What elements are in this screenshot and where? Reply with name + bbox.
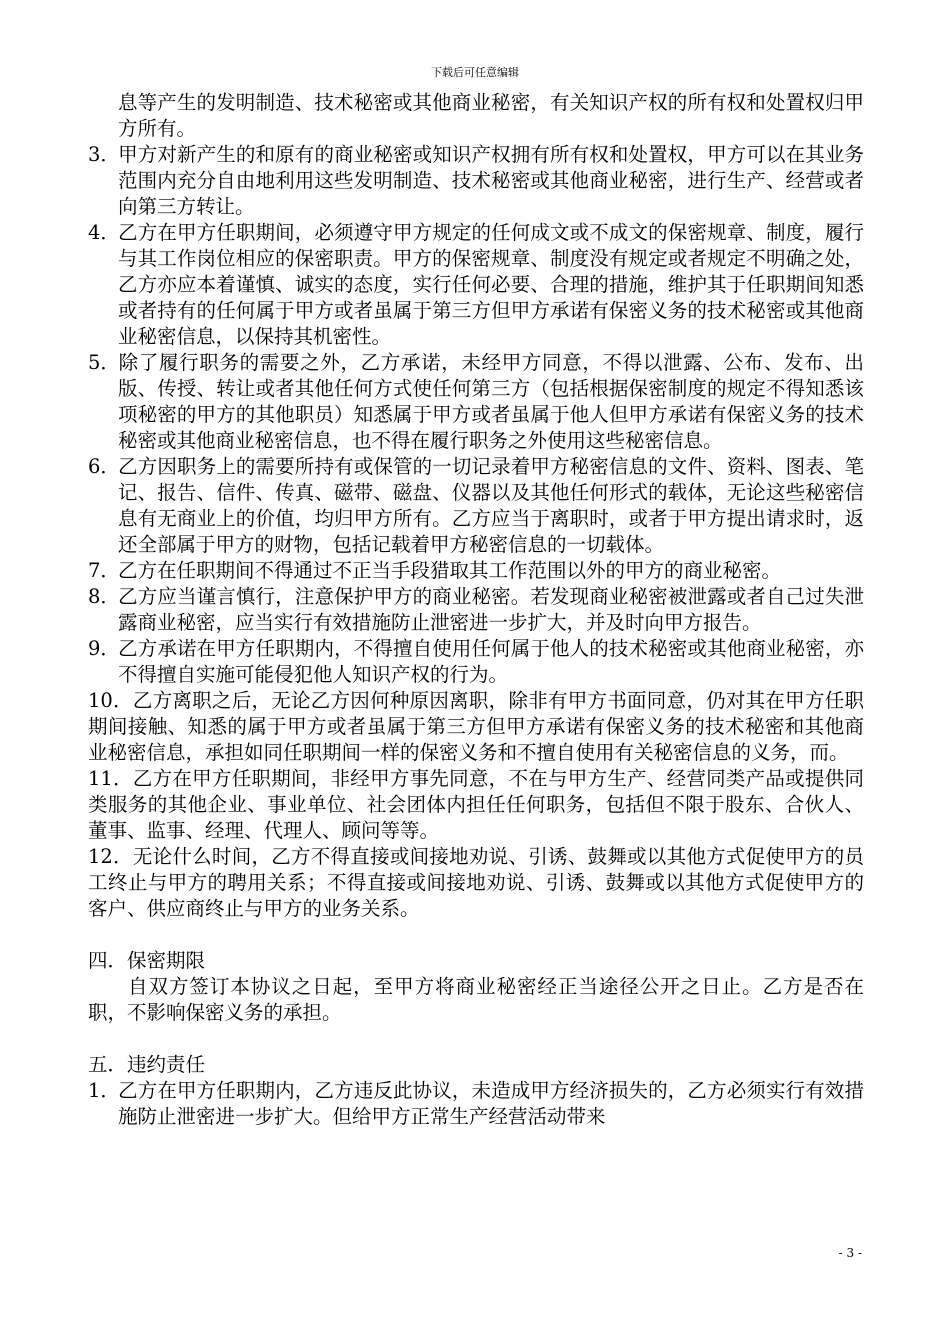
clause-number: 5．: [88, 351, 120, 374]
clause-number: 9．: [88, 637, 120, 660]
clause-number: 10．: [88, 689, 133, 712]
clause-number: 4．: [88, 221, 120, 244]
clause-item: [88, 636, 864, 688]
page-number: - 3 -: [838, 1246, 862, 1260]
clause-number: 6．: [88, 455, 120, 478]
clause-item: [88, 1078, 864, 1130]
clause-number: 3．: [88, 143, 120, 166]
clause-number: 8．: [88, 585, 120, 608]
clause-text: 乙方离职之后，无论乙方因何种原因离职，除非有甲方书面同意，仍对其在甲方任职期间接触、知悉的属于甲方或者虽属于第三方但甲方承诺有保密义务的技术秘密和其他商业秘密信息，承担如同任职期间一样的保密义务和不擅自使用有关秘密信息的义务，而。: [88, 689, 864, 764]
section-heading: 四．保密期限: [88, 949, 206, 972]
clause-item: [88, 558, 864, 584]
document-body: [88, 90, 864, 1130]
page-header: 下载后可任意编辑: [431, 66, 519, 79]
clause-list: [88, 142, 864, 922]
clause-text: 乙方承诺在甲方任职期内，不得擅自使用任何属于他人的技术秘密或其他商业秘密，亦不得擅自实施可能侵犯他人知识产权的行为。: [118, 637, 864, 686]
clause-item: [88, 220, 864, 350]
clause-item: [88, 584, 864, 636]
continued-paragraph: 息等产生的发明制造、技术秘密或其他商业秘密，有关知识产权的所有权和处置权归甲方所有。: [118, 91, 864, 140]
clause-text: 乙方因职务上的需要所持有或保管的一切记录着甲方秘密信息的文件、资料、图表、笔记、报告、信件、传真、磁带、磁盘、仪器以及其他任何形式的载体，无论这些秘密信息有无商业上的价值，均归甲方所有。乙方应当于离职时，或者于甲方提出请求时，返还全部属于甲方的财物，包括记载着甲方秘密信息的一切载体。: [118, 455, 864, 556]
clause-text: 无论什么时间，乙方不得直接或间接地劝说、引诱、鼓舞或以其他方式促使甲方的员工终止与甲方的聘用关系；不得直接或间接地劝说、引诱、鼓舞或以其他方式促使甲方的客户、供应商终止与甲方的业务关系。: [88, 845, 864, 920]
clause-text: 乙方应当谨言慎行，注意保护甲方的商业秘密。若发现商业秘密被泄露或者自己过失泄露商业秘密，应当实行有效措施防止泄密进一步扩大，并及时向甲方报告。: [118, 585, 864, 634]
clause-item: [88, 766, 864, 844]
clause-item: [88, 142, 864, 220]
clause-number: 1．: [88, 1079, 120, 1102]
clause-text: 乙方在甲方任职期内，乙方违反此协议，未造成甲方经济损失的，乙方必须实行有效措施防止泄密进一步扩大。但给甲方正常生产经营活动带来: [118, 1079, 864, 1128]
clause-number: 11．: [88, 767, 133, 790]
clause-text: 乙方在甲方任职期间，必须遵守甲方规定的任何成文或不成文的保密规章、制度，履行与其工作岗位相应的保密职责。甲方的保密规章、制度没有规定或者规定不明确之处，乙方亦应本着谨慎、诚实的态度，实行任何必要、合理的措施，维护其于任职期间知悉或者持有的任何属于甲方或者虽属于第三方但甲方承诺有保密义务的技术秘密或其他商业秘密信息，以保持其机密性。: [118, 221, 864, 348]
clause-item: [88, 350, 864, 454]
clause-number: 12．: [88, 845, 133, 868]
section-paragraph: 自双方签订本协议之日起，至甲方将商业秘密经正当途径公开之日止。乙方是否在职，不影响保密义务的承担。: [88, 975, 864, 1024]
clause-item: [88, 688, 864, 766]
clause-item: [88, 844, 864, 922]
clause-text: 乙方在任职期间不得通过不正当手段猎取其工作范围以外的甲方的商业秘密。: [118, 559, 782, 582]
clause-number: 7．: [88, 559, 120, 582]
clause-text: 甲方对新产生的和原有的商业秘密或知识产权拥有所有权和处置权，甲方可以在其业务范围内充分自由地利用这些发明制造、技术秘密或其他商业秘密，进行生产、经营或者向第三方转让。: [118, 143, 864, 218]
section-heading: 五．违约责任: [88, 1053, 206, 1076]
clause-item: [88, 454, 864, 558]
clause-text: 除了履行职务的需要之外，乙方承诺，未经甲方同意，不得以泄露、公布、发布、出版、传授、转让或者其他任何方式使任何第三方（包括根据保密制度的规定不得知悉该项秘密的甲方的其他职员）知悉属于甲方或者虽属于他人但甲方承诺有保密义务的技术秘密或其他商业秘密信息，也不得在履行职务之外使用这些秘密信息。: [118, 351, 864, 452]
clause-text: 乙方在甲方任职期间，非经甲方事先同意，不在与甲方生产、经营同类产品或提供同类服务的其他企业、事业单位、社会团体内担任任何职务，包括但不限于股东、合伙人、董事、监事、经理、代理人、顾问等等。: [88, 767, 864, 842]
